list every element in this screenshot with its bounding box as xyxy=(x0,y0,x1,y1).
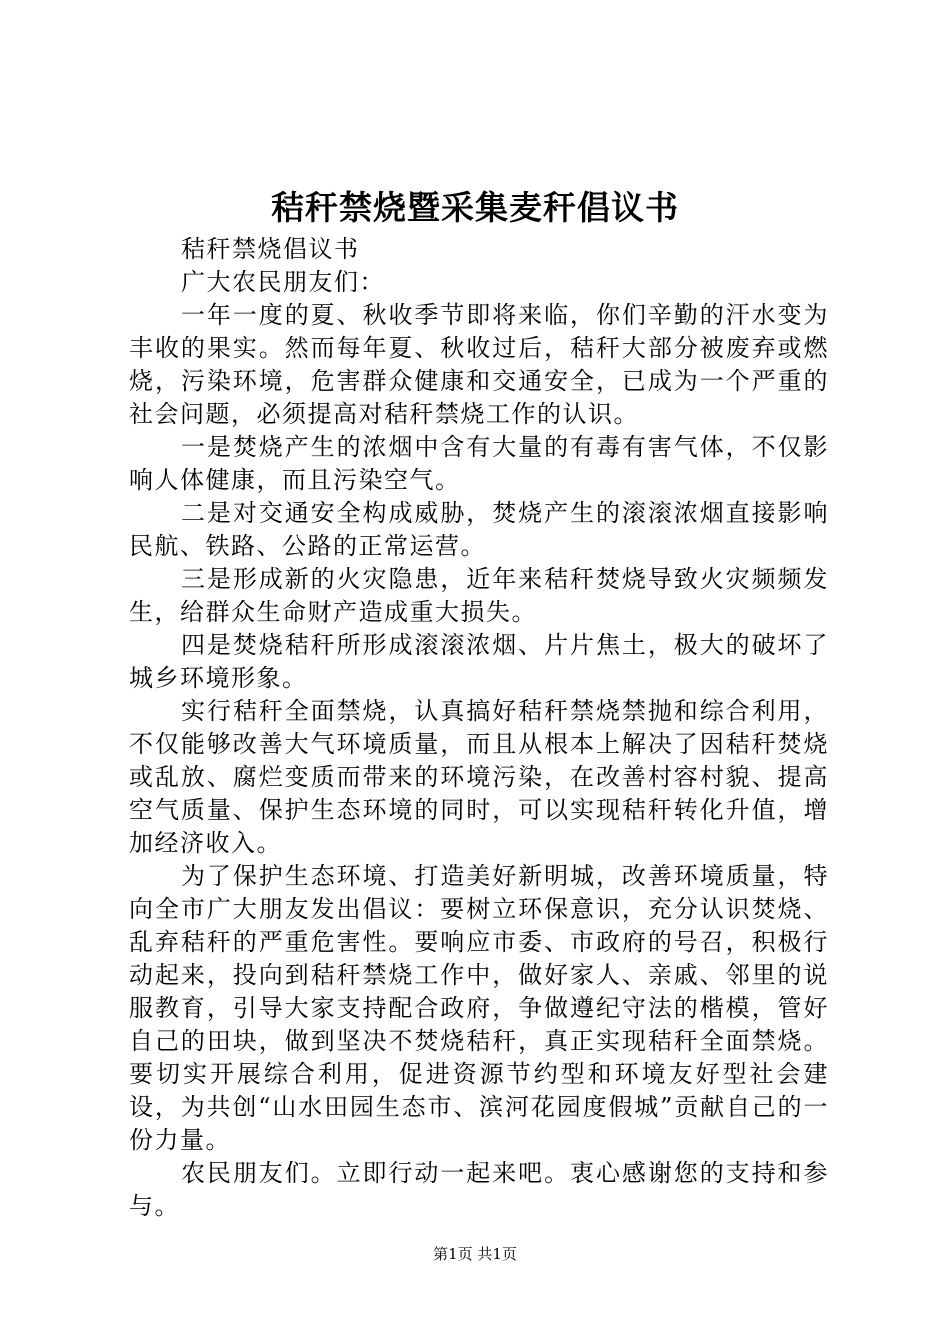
paragraph-subtitle: 秸秆禁烧倡议书 xyxy=(181,235,360,263)
paragraph-point-three: 三是形成新的火灾隐患，近年来秸秆焚烧导致火灾频频发生，给群众生命财产造成重大损失。 xyxy=(129,565,829,626)
paragraph-closing: 农民朋友们。立即行动一起来吧。衷心感谢您的支持和参与。 xyxy=(129,1159,829,1220)
document-title: 秸秆禁烧暨采集麦秆倡议书 xyxy=(271,188,679,227)
document-body xyxy=(129,233,829,1223)
paragraph-point-one: 一是焚烧产生的浓烟中含有大量的有毒有害气体，不仅影响人体健康，而且污染空气。 xyxy=(129,433,829,494)
paragraph-benefits: 实行秸秆全面禁烧，认真搞好秸秆禁烧禁抛和综合利用，不仅能够改善大气环境质量，而且从根本上解决了因秸秆焚烧或乱放、腐烂变质而带来的环境污染，在改善村容村貌、提高空气质量、保护生态环境的同时，可以实现秸秆转化升值，增加经济收入。 xyxy=(129,697,829,857)
paragraph-point-four: 四是焚烧秸秆所形成滚滚浓烟、片片焦土，极大的破坏了城乡环境形象。 xyxy=(129,631,829,692)
paragraph-salutation: 广大农民朋友们： xyxy=(181,268,385,296)
paragraph-intro: 一年一度的夏、秋收季节即将来临，你们辛勤的汗水变为丰收的果实。然而每年夏、秋收过后，秸秆大部分被废弃或燃烧，污染环境，危害群众健康和交通安全，已成为一个严重的社会问题，必须提高对秸秆禁烧工作的认识。 xyxy=(129,301,829,428)
paragraph-appeal: 为了保护生态环境、打造美好新明城，改善环境质量，特向全市广大朋友发出倡议：要树立环保意识，充分认识焚烧、乱弃秸秆的严重危害性。要响应市委、市政府的号召，积极行动起来，投向到秸秆禁烧工作中，做好家人、亲戚、邻里的说服教育，引导大家支持配合政府，争做遵纪守法的楷模，管好自己的田块，做到坚决不焚烧秸秆，真正实现秸秆全面禁烧。要切实开展综合利用，促进资源节约型和环境友好型社会建设，为共创“山水田园生态市、滨河花园度假城”贡献自己的一份力量。 xyxy=(129,862,829,1154)
paragraph-point-two: 二是对交通安全构成威胁，焚烧产生的滚滚浓烟直接影响民航、铁路、公路的正常运营。 xyxy=(129,499,829,560)
page-footer: 第1页 共1页 xyxy=(433,1245,517,1263)
